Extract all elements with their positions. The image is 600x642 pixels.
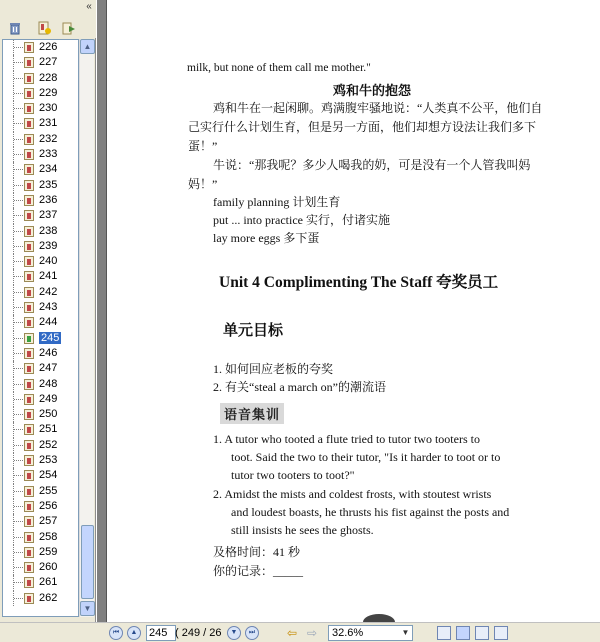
vocab-item: put ... into practice 实行，付诸实施 <box>213 213 390 227</box>
zoom-select[interactable] <box>328 625 413 641</box>
bookmark-page-label: 231 <box>39 117 58 130</box>
bookmark-page-item[interactable] <box>3 315 78 330</box>
bookmark-page-item[interactable] <box>3 331 78 346</box>
your-record: 你的记录：_____ <box>213 564 304 578</box>
document-viewport[interactable] <box>97 0 600 622</box>
bookmark-page-label: 234 <box>39 163 58 176</box>
bookmark-page-label: 237 <box>39 209 58 222</box>
tree-connector <box>14 322 23 323</box>
doc-text-line: milk, but none of them call me mother." <box>187 62 371 74</box>
tree-connector <box>14 200 23 201</box>
bookmark-page-item[interactable] <box>3 530 78 545</box>
bookmark-icon <box>24 103 34 114</box>
bookmark-page-label: 243 <box>39 301 58 314</box>
bookmark-icon <box>24 455 34 466</box>
bookmark-page-label: 261 <box>39 576 58 589</box>
bookmark-page-label: 252 <box>39 438 58 451</box>
bookmark-icon <box>24 379 34 390</box>
tongue-twister-line: 2. Amidst the mists and coldest frosts, with stoutest wrists <box>213 487 492 501</box>
bookmark-icon <box>24 226 34 237</box>
doc-text-line: 蛋！” <box>188 139 218 153</box>
bookmark-page-item[interactable] <box>3 591 78 606</box>
tree-connector <box>14 491 23 492</box>
tree-connector <box>14 399 23 400</box>
prev-page-button[interactable]: ▲ <box>127 626 141 640</box>
tree-connector <box>14 475 23 476</box>
bookmark-icon <box>24 486 34 497</box>
bookmark-icon <box>24 73 34 84</box>
bookmark-page-item[interactable] <box>3 224 78 239</box>
last-page-button[interactable]: ⏭ <box>245 626 259 640</box>
navigation-bar <box>0 622 600 642</box>
tongue-twister-line: 1. A tutor who tooted a flute tried to tutor two tooters to <box>213 432 480 446</box>
tree-connector <box>14 552 23 553</box>
bookmark-page-item[interactable] <box>3 438 78 453</box>
page-number-input[interactable]: 245 <box>146 625 176 641</box>
zoom-value: 32.6% <box>332 627 364 639</box>
bookmark-page-item[interactable] <box>3 285 78 300</box>
bookmark-page-item[interactable] <box>3 499 78 514</box>
tree-connector <box>14 567 23 568</box>
bookmark-icon <box>24 593 34 604</box>
bookmark-page-item[interactable] <box>3 208 78 223</box>
bookmark-icon <box>24 149 34 160</box>
bookmark-page-label: 235 <box>39 178 58 191</box>
tree-connector <box>14 154 23 155</box>
tree-connector <box>14 506 23 507</box>
bookmark-page-label: 232 <box>39 132 58 145</box>
bookmark-page-label: 236 <box>39 193 58 206</box>
tree-connector <box>14 414 23 415</box>
continuous-facing-view-icon[interactable] <box>494 626 508 640</box>
bookmark-page-label: 259 <box>39 545 58 558</box>
scroll-down-button[interactable]: ▼ <box>80 601 95 616</box>
bookmark-icon <box>24 134 34 145</box>
bookmark-page-item[interactable] <box>3 71 78 86</box>
bookmark-page-label: 260 <box>39 561 58 574</box>
bookmark-page-label: 262 <box>39 591 58 604</box>
tree-connector <box>14 338 23 339</box>
scroll-up-button[interactable]: ▲ <box>80 39 95 54</box>
bookmark-icon <box>24 241 34 252</box>
bookmark-page-item[interactable] <box>3 101 78 116</box>
bookmark-page-item[interactable] <box>3 575 78 590</box>
facing-view-icon[interactable] <box>475 626 489 640</box>
bookmark-icon <box>24 271 34 282</box>
document-page <box>106 0 600 622</box>
bookmark-page-item[interactable] <box>3 453 78 468</box>
tongue-twister-line: toot. Said the two to their tutor, "Is it harder to toot or to <box>231 450 501 464</box>
bookmark-page-item[interactable] <box>3 147 78 162</box>
bookmark-icon <box>24 42 34 53</box>
bookmark-icon <box>24 470 34 481</box>
bookmark-icon <box>24 348 34 359</box>
bookmark-page-label: 229 <box>39 86 58 99</box>
bookmark-page-label: 248 <box>39 377 58 390</box>
bookmark-page-label: 249 <box>39 392 58 405</box>
continuous-view-icon[interactable] <box>456 626 470 640</box>
bookmark-page-label: 253 <box>39 454 58 467</box>
chevron-down-icon[interactable]: ▼ <box>401 628 410 637</box>
bookmark-page-item[interactable] <box>3 392 78 407</box>
bookmark-page-label: 230 <box>39 102 58 115</box>
tree-connector <box>14 93 23 94</box>
vocab-item: family planning 计划生育 <box>213 195 341 209</box>
section-label: 语音集训 <box>220 403 284 424</box>
bookmark-page-item[interactable] <box>3 254 78 269</box>
tree-connector <box>14 429 23 430</box>
tree-connector <box>14 231 23 232</box>
tongue-twister-line: and loudest boasts, he thrusts his fist against the posts and <box>231 505 510 519</box>
scrollbar-thumb[interactable] <box>81 525 94 599</box>
bookmarks-panel <box>0 0 96 622</box>
delete-icon[interactable] <box>8 21 22 35</box>
page-count-label: ( 249 / 26 <box>175 627 222 639</box>
tree-connector <box>14 537 23 538</box>
bookmark-page-item[interactable] <box>3 560 78 575</box>
tree-connector <box>14 246 23 247</box>
tree-connector <box>14 307 23 308</box>
bookmark-page-label: 242 <box>39 285 58 298</box>
bookmark-icon <box>24 409 34 420</box>
tree-connector <box>14 108 23 109</box>
tree-connector <box>14 368 23 369</box>
bookmark-icon <box>24 440 34 451</box>
tree-connector <box>14 261 23 262</box>
bookmark-icon <box>24 287 34 298</box>
bookmark-icon <box>24 363 34 374</box>
bookmark-page-item[interactable] <box>3 162 78 177</box>
tree-connector <box>14 353 23 354</box>
bookmark-page-item[interactable] <box>3 361 78 376</box>
bookmark-icon <box>24 88 34 99</box>
pass-time: 及格时间：41 秒 <box>213 545 301 559</box>
bookmark-icon <box>24 57 34 68</box>
bookmark-page-item[interactable] <box>3 484 78 499</box>
forward-arrow-icon[interactable]: ⇨ <box>306 626 318 640</box>
collapse-panel-button[interactable]: « <box>86 1 92 12</box>
bookmark-icon <box>24 424 34 435</box>
bookmark-page-label: 256 <box>39 499 58 512</box>
bookmark-icon <box>24 562 34 573</box>
first-page-button[interactable]: ⏮ <box>109 626 123 640</box>
tree-connector <box>14 460 23 461</box>
bookmark-page-item[interactable] <box>3 239 78 254</box>
bookmark-icon <box>24 501 34 512</box>
bookmark-page-item[interactable] <box>3 407 78 422</box>
bookmark-icon <box>24 547 34 558</box>
bookmark-page-label: 246 <box>39 346 58 359</box>
panel-toolbar <box>0 0 96 38</box>
tree-connector <box>14 276 23 277</box>
tree-connector <box>14 215 23 216</box>
bookmark-page-label: 228 <box>39 71 58 84</box>
bookmark-page-item[interactable] <box>3 514 78 529</box>
next-page-button[interactable]: ▼ <box>227 626 241 640</box>
tree-connector <box>14 185 23 186</box>
bookmark-icon <box>24 317 34 328</box>
doc-text-line: 鸡和牛在一起闲聊。鸡满腹牢骚地说：“人类真不公平，他们自 <box>213 101 543 115</box>
bookmark-page-label: 251 <box>39 423 58 436</box>
bookmark-page-label: 239 <box>39 239 58 252</box>
bookmark-icon <box>24 333 34 344</box>
back-arrow-icon[interactable]: ⇦ <box>286 626 298 640</box>
vocab-item: lay more eggs 多下蛋 <box>213 231 320 245</box>
objectives-heading: 单元目标 <box>223 323 284 339</box>
bookmark-page-item[interactable] <box>3 300 78 315</box>
bookmark-page-label: 258 <box>39 530 58 543</box>
tree-connector <box>14 169 23 170</box>
bookmark-page-item[interactable] <box>3 132 78 147</box>
bookmark-page-item[interactable] <box>3 55 78 70</box>
page-ornament <box>359 610 399 622</box>
bookmark-page-label: 241 <box>39 270 58 283</box>
bookmark-page-item[interactable] <box>3 116 78 131</box>
bookmark-page-label: 240 <box>39 255 58 268</box>
tree-connector <box>14 123 23 124</box>
bookmark-icon <box>24 195 34 206</box>
unit-title: Unit 4 Complimenting The Staff 夸奖员工 <box>219 274 499 291</box>
story-title: 鸡和牛的抱怨 <box>333 83 412 98</box>
doc-text-line: 己实行什么计划生育，但是另一方面，他们却想方设法让我们多下 <box>188 120 537 134</box>
tree-connector <box>14 582 23 583</box>
bookmark-page-label: 247 <box>39 362 58 375</box>
bookmark-list-scrollbar[interactable] <box>79 39 94 617</box>
bookmark-page-item[interactable] <box>3 269 78 284</box>
tree-connector <box>14 78 23 79</box>
bookmark-page-label: 254 <box>39 469 58 482</box>
bookmark-page-label: 245 <box>41 331 60 344</box>
bookmark-page-item[interactable] <box>3 40 78 55</box>
bookmark-page-label: 227 <box>39 56 58 69</box>
tree-connector <box>14 139 23 140</box>
bookmark-page-item[interactable] <box>3 422 78 437</box>
bookmark-icon <box>24 210 34 221</box>
bookmark-page-item[interactable] <box>3 346 78 361</box>
bookmark-page-item[interactable] <box>3 377 78 392</box>
tree-connector <box>14 62 23 63</box>
bookmark-page-label: 226 <box>39 41 58 53</box>
bookmark-icon <box>24 577 34 588</box>
bookmark-page-label: 255 <box>39 484 58 497</box>
tree-connector <box>14 598 23 599</box>
bookmark-page-item[interactable] <box>3 178 78 193</box>
tree-connector <box>14 47 23 48</box>
bookmark-icon <box>24 180 34 191</box>
tongue-twister-line: tutor two tooters to toot?" <box>231 468 355 482</box>
bookmark-page-label: 238 <box>39 224 58 237</box>
doc-text-line: 妈！” <box>188 177 218 191</box>
bookmark-page-label: 244 <box>39 316 58 329</box>
tree-connector <box>14 292 23 293</box>
tree-connector <box>14 445 23 446</box>
bookmark-icon <box>24 164 34 175</box>
page-bookmark-list[interactable] <box>2 39 79 617</box>
bookmark-page-item[interactable] <box>3 545 78 560</box>
bookmark-page-item[interactable] <box>3 193 78 208</box>
tree-connector <box>14 521 23 522</box>
objective-item: 2. 有关“steal a march on”的潮流语 <box>213 380 386 394</box>
bookmark-icon <box>24 532 34 543</box>
bookmark-icon <box>24 394 34 405</box>
bookmark-properties-icon[interactable] <box>62 21 76 35</box>
new-bookmark-icon[interactable] <box>37 21 51 35</box>
bookmark-icon <box>24 256 34 267</box>
doc-text-line: 牛说：“那我呢？多少人喝我的奶，可是没有一个人管我叫妈 <box>213 158 531 172</box>
bookmark-page-label: 257 <box>39 515 58 528</box>
tree-connector <box>14 384 23 385</box>
tongue-twister-line: still insists he sees the ghosts. <box>231 523 374 537</box>
objective-item: 1. 如何回应老板的夸奖 <box>213 362 334 376</box>
bookmark-icon <box>24 302 34 313</box>
bookmark-page-label: 233 <box>39 148 58 161</box>
bookmark-icon <box>24 118 34 129</box>
bookmark-page-item[interactable] <box>3 86 78 101</box>
bookmark-icon <box>24 516 34 527</box>
bookmark-page-item[interactable] <box>3 468 78 483</box>
bookmark-page-label: 250 <box>39 408 58 421</box>
single-page-view-icon[interactable] <box>437 626 451 640</box>
